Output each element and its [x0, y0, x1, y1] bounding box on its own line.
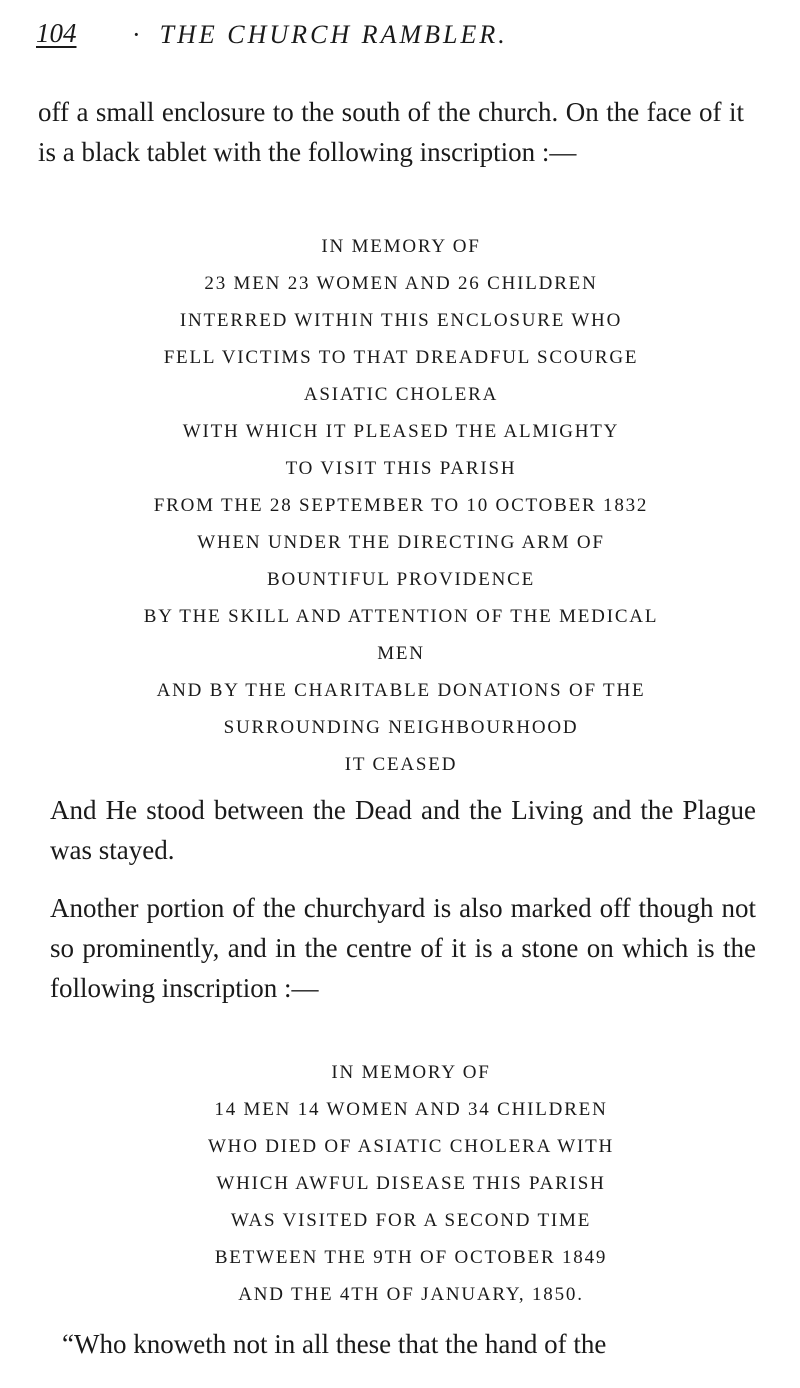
inscription-line: FELL VICTIMS TO THAT DREADFUL SCOURGE — [163, 347, 639, 368]
header-separator-dot: · — [132, 20, 144, 49]
inscription-line: BOUNTIFUL PROVIDENCE — [266, 569, 536, 590]
paragraph-intro: off a small enclosure to the south of the church. On the face of it is a black tablet with the following inscription :— — [38, 97, 744, 167]
running-head — [132, 20, 508, 50]
inscription-line: WHEN UNDER THE DIRECTING ARM OF — [197, 532, 605, 553]
inscription-line: IN MEMORY OF — [321, 236, 481, 257]
inscription-line: TO VISIT THIS PARISH — [285, 458, 517, 479]
inscription-line: AND THE 4TH OF JANUARY, 1850. — [238, 1284, 584, 1305]
memorial-inscription-1832 — [36, 228, 766, 783]
inscription-line: 23 MEN 23 WOMEN AND 26 CHILDREN — [204, 273, 598, 294]
inscription-line: AND BY THE CHARITABLE DONATIONS OF THE — [156, 680, 646, 701]
memorial-inscription-1849 — [46, 1054, 776, 1313]
page-number: 104 — [36, 18, 77, 48]
inscription-line: INTERRED WITHIN THIS ENCLOSURE WHO — [179, 310, 623, 331]
paragraph-second-enclosure: Another portion of the churchyard is also marked off though not so prominently, and in the centre of it is a stone on which is the following inscription :— — [50, 893, 756, 1003]
inscription-line: BY THE SKILL AND ATTENTION OF THE MEDICAL — [143, 606, 659, 627]
paragraph-quotation-start: “Who knoweth not in all these that the hand of the — [62, 1329, 607, 1359]
inscription-line: WHICH AWFUL DISEASE THIS PARISH — [216, 1173, 606, 1194]
inscription-line: BETWEEN THE 9TH OF OCTOBER 1849 — [214, 1247, 608, 1268]
inscription-line: MEN — [377, 643, 425, 664]
inscription-line: WAS VISITED FOR A SECOND TIME — [230, 1210, 592, 1231]
paragraph-scripture: And He stood between the Dead and the Living and the Plague was stayed. — [50, 795, 756, 865]
inscription-line: 14 MEN 14 WOMEN AND 34 CHILDREN — [214, 1099, 608, 1120]
inscription-line: IN MEMORY OF — [331, 1062, 491, 1083]
inscription-line: FROM THE 28 SEPTEMBER TO 10 OCTOBER 1832 — [153, 495, 649, 516]
inscription-line: SURROUNDING NEIGHBOURHOOD — [223, 717, 579, 738]
page-header — [36, 18, 756, 58]
inscription-line: WHO DIED OF ASIATIC CHOLERA WITH — [207, 1136, 615, 1157]
inscription-line: IT CEASED — [344, 754, 458, 775]
inscription-line: ASIATIC CHOLERA — [303, 384, 499, 405]
running-title: THE CHURCH RAMBLER. — [159, 20, 508, 49]
inscription-line: WITH WHICH IT PLEASED THE ALMIGHTY — [182, 421, 620, 442]
